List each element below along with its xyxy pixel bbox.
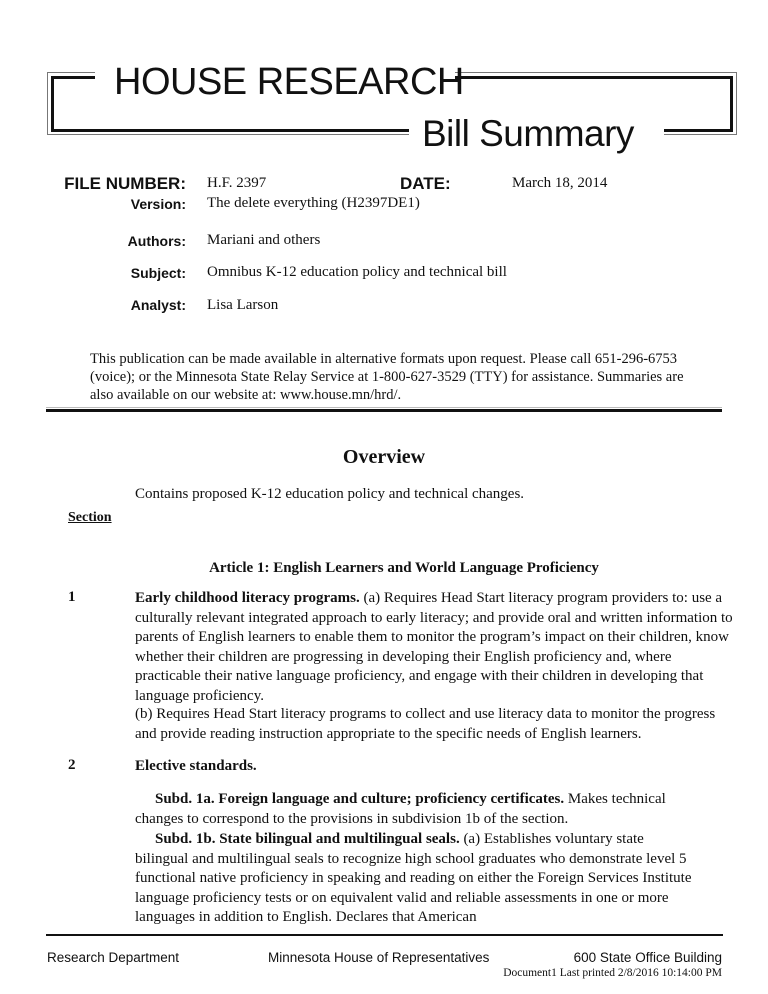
subdivision (135, 830, 695, 928)
authors-label: Authors: (127, 233, 186, 249)
section-heading: Early childhood literacy programs. (135, 590, 360, 606)
section-number: 2 (68, 757, 76, 773)
frame-line (47, 134, 409, 135)
frame-line (664, 129, 733, 132)
frame-line (51, 129, 409, 132)
subdivision-text: (a) Establishes voluntary state bilingual and multilingual seals to recognize high school graduates who demonstrate level 5 functional native proficiency in speaking and reading on either the Foreign Services Institute language proficiency tests or on equivalent valid and reliable assessments in one or more languages in addition to English. Declares that American (135, 831, 692, 925)
accessibility-notice: This publication can be made available in alternative formats upon request. Please call 651-296-6753 (voice); or the Minnesota State Relay Service at 1-800-627-3529 (TTY) for assistance. Summaries are also available on our website at: www.house.mn/hrd/. (90, 351, 684, 403)
authors-value: Mariani and others (207, 232, 321, 248)
subject-label: Subject: (130, 265, 186, 281)
section-heading (135, 757, 733, 777)
subdivision (135, 790, 695, 829)
file-number-value: H.F. 2397 (207, 175, 267, 191)
date-label: DATE: (400, 174, 451, 193)
footer-department: Research Department (47, 950, 180, 965)
subdivision-heading: Subd. 1b. State bilingual and multilingual seals. (155, 831, 460, 847)
subdivision-heading: Subd. 1a. Foreign language and culture; proficiency certificates. (155, 791, 565, 807)
date-value: March 18, 2014 (512, 175, 608, 191)
article-title: Article 1: English Learners and World Language Proficiency (209, 560, 599, 576)
analyst-label: Analyst: (130, 297, 186, 313)
footer-print-info: Document1 Last printed 2/8/2016 10:14:00 PM (503, 967, 722, 979)
footer-organization: Minnesota House of Representatives (268, 950, 490, 965)
frame-line (51, 76, 54, 132)
file-number-label: FILE NUMBER: (64, 174, 186, 193)
section-text: (a) Requires Head Start literacy program providers to: use a culturally relevant integrated approach to early literacy; and provide oral and written information to parents of English learners to enable them to monitor the program’s impact on their children, know whether their children are progressing in developing their English proficiency and, where practicable their native language proficiency, and engage with their children in developing that language proficiency. (135, 590, 733, 704)
version-value: The delete everything (H2397DE1) (207, 195, 420, 211)
frame-line (455, 76, 733, 79)
divider (46, 407, 722, 408)
frame-line (51, 76, 95, 79)
analyst-value: Lisa Larson (207, 297, 279, 313)
version-label: Version: (130, 196, 186, 212)
subdivision-text: Makes technical changes to correspond to the provisions in subdivision 1b of the section. (135, 791, 666, 827)
overview-text: Contains proposed K-12 education policy and technical changes. (135, 486, 525, 502)
divider (46, 409, 722, 412)
frame-line (736, 72, 737, 134)
header-title: HOUSE RESEARCH (114, 61, 464, 103)
frame-line (455, 72, 737, 73)
footer-address: 600 State Office Building (573, 950, 722, 965)
subject-value: Omnibus K-12 education policy and technical bill (207, 264, 507, 280)
section-body (135, 589, 733, 706)
section-column-heading: Section (68, 510, 112, 525)
header-subtitle: Bill Summary (422, 113, 634, 154)
frame-line (47, 72, 48, 134)
section-body: (b) Requires Head Start literacy programs to collect and use literacy data to monitor the progress and provide reading instruction appropriate to the specific needs of English learners. (135, 706, 716, 742)
frame-line (730, 76, 733, 132)
overview-title: Overview (342, 446, 426, 468)
frame-line (47, 72, 95, 73)
section-number: 1 (68, 589, 76, 605)
section-heading-text: Elective standards. (135, 758, 257, 774)
footer-divider (46, 934, 723, 936)
frame-line (664, 134, 737, 135)
